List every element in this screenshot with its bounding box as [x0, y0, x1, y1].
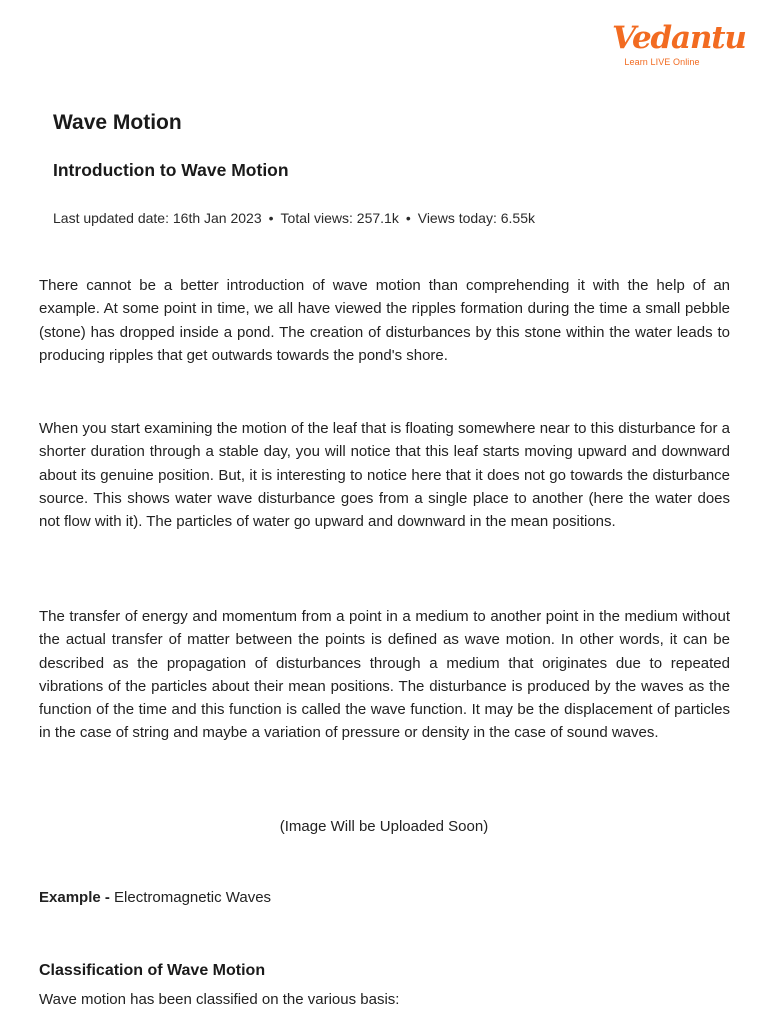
meta-separator: •: [268, 210, 274, 226]
logo-wordmark: Vedantu: [612, 20, 746, 56]
example-line: [39, 889, 271, 906]
vedantu-logo[interactable]: [612, 20, 746, 67]
article-paragraph: When you start examining the motion of the leaf that is floating somewhere near to this disturbance for a shorter duration through a stable day, you will notice that this leaf starts moving upward and downward about its genuine position. But, it is interesting to notice here that it does not go towards the disturbance source. This shows water wave disturbance goes from a single place to another (here the water does not flow with it). The particles of water go upward and downward in the mean positions.: [39, 420, 730, 531]
image-placeholder: (Image Will be Uploaded Soon): [279, 818, 489, 835]
article-paragraph: There cannot be a better introduction of wave motion than comprehending it with the help of an example. At some point in time, we all have viewed the ripples formation during the time a small pebble (stone) has dropped inside a pond. The creation of disturbances by this stone within the water leads to producing ripples that get outwards towards the pond's shore.: [39, 277, 730, 364]
section-heading: Classification of Wave Motion: [39, 962, 266, 979]
example-text: Electromagnetic Waves: [114, 889, 272, 906]
article-paragraph: The transfer of energy and momentum from a point in a medium to another point in the medium without the actual transfer of matter between the points is defined as wave motion. In other words, it can be described as the propagation of disturbances through a medium that originates due to repeated vibrations of the particles about their mean positions. The disturbance is produced by the waves as the function of the time and this function is called the wave function. It may be the displacement of particles in the case of string and maybe a variation of pressure or density in the case of sound waves.: [39, 608, 730, 742]
total-views: Total views: 257.1k: [280, 210, 399, 226]
page-subtitle: Introduction to Wave Motion: [53, 160, 289, 180]
article-meta: [53, 210, 535, 226]
page-title: Wave Motion: [53, 111, 182, 134]
views-today: Views today: 6.55k: [417, 210, 535, 226]
section-text: Wave motion has been classified on the various basis:: [39, 991, 400, 1008]
updated-date: Last updated date: 16th Jan 2023: [53, 210, 262, 226]
logo-tagline: Learn LIVE Online: [624, 57, 700, 67]
example-label: Example -: [39, 889, 110, 906]
meta-separator: •: [405, 210, 411, 226]
